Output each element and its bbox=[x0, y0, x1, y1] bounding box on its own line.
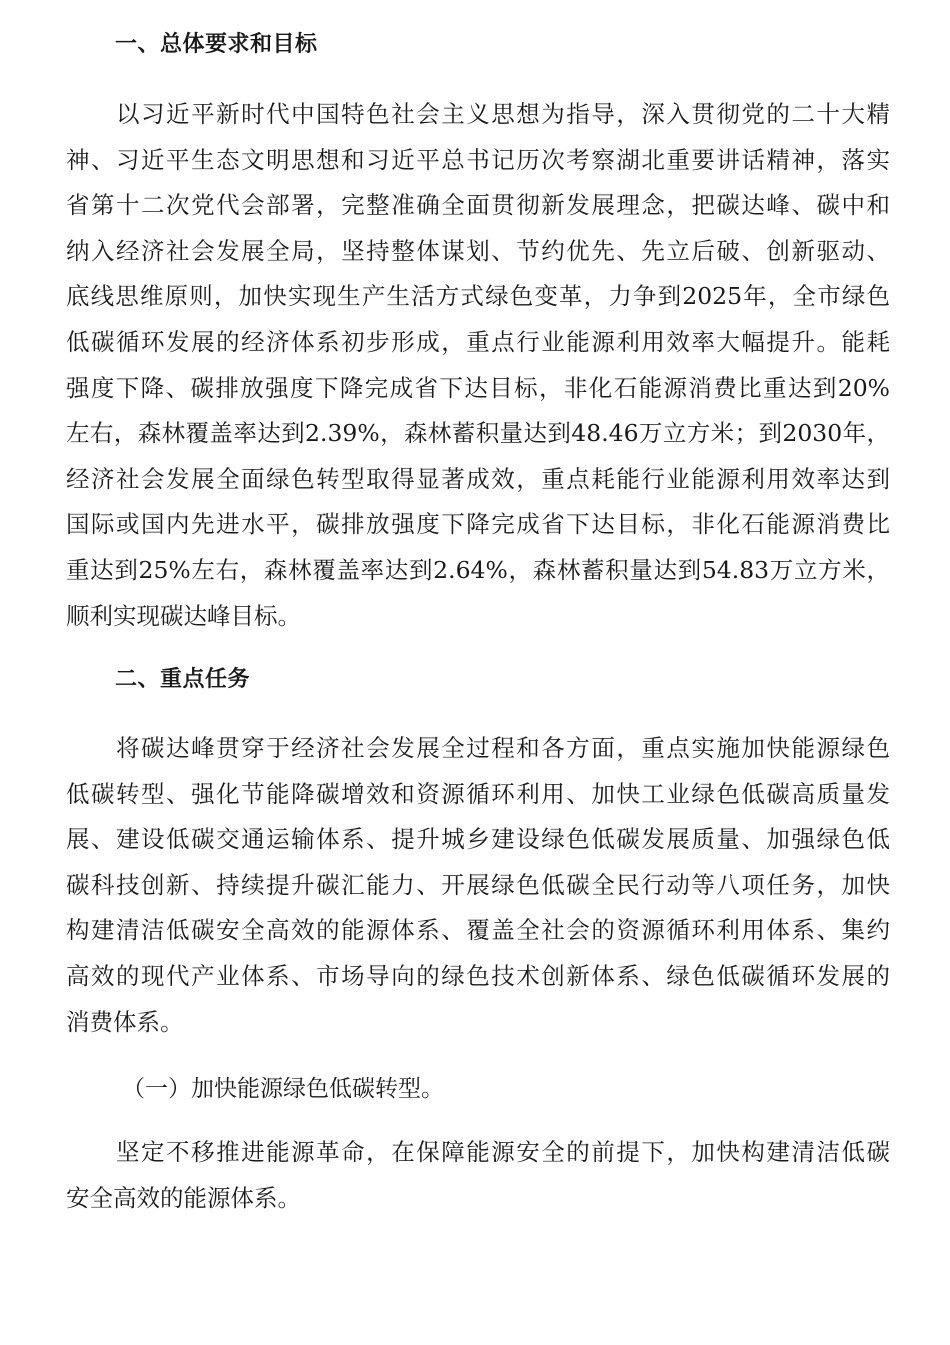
text-line: 神、习近平生态文明思想和习近平总书记历次考察湖北重要讲话精神，落实 bbox=[66, 145, 890, 174]
text-line: 省第十二次党代会部署，完整准确全面贯彻新发展理念，把碳达峰、碳中和 bbox=[66, 191, 890, 220]
paragraph-general-requirements bbox=[66, 92, 890, 639]
paragraph-energy-transition bbox=[66, 1130, 890, 1221]
section-heading-key-tasks: 二、重点任务 bbox=[115, 667, 251, 692]
text-line: 纳入经济社会发展全局，坚持整体谋划、节约优先、先立后破、创新驱动、 bbox=[66, 236, 890, 265]
paragraph-key-tasks bbox=[66, 726, 890, 1045]
text-line: 经济社会发展全面绿色转型取得显著成效，重点耗能行业能源利用效率达到 bbox=[66, 464, 890, 493]
text-line: 展、建设低碳交通运输体系、提升城乡建设绿色低碳发展质量、加强绿色低 bbox=[66, 825, 890, 854]
text-line: 强度下降、碳排放强度下降完成省下达目标，非化石能源消费比重达到20% bbox=[66, 373, 890, 402]
text-line: 顺利实现碳达峰目标。 bbox=[66, 601, 301, 630]
text-line: 低碳转型、强化节能降碳增效和资源循环利用、加快工业绿色低碳高质量发 bbox=[66, 779, 890, 808]
text-line: 碳科技创新、持续提升碳汇能力、开展绿色低碳全民行动等八项任务，加快 bbox=[66, 870, 890, 899]
text-line: 低碳循环发展的经济体系初步形成，重点行业能源利用效率大幅提升。能耗 bbox=[66, 327, 890, 356]
text-line: 消费体系。 bbox=[66, 1007, 184, 1036]
text-line: 构建清洁低碳安全高效的能源体系、覆盖全社会的资源循环利用体系、集约 bbox=[66, 916, 890, 945]
text-line: 左右，森林覆盖率达到2.39%，森林蓄积量达到48.46万立方米；到2030年， bbox=[66, 419, 890, 448]
text-line: 高效的现代产业体系、市场导向的绿色技术创新体系、绿色低碳循环发展的 bbox=[66, 961, 890, 990]
text-line: 国际或国内先进水平，碳排放强度下降完成省下达目标，非化石能源消费比 bbox=[66, 510, 890, 539]
text-line: 以习近平新时代中国特色社会主义思想为指导，深入贯彻党的二十大精 bbox=[66, 100, 890, 128]
text-line: 将碳达峰贯穿于经济社会发展全过程和各方面，重点实施加快能源绿色 bbox=[66, 734, 890, 762]
text-line: 重达到25%左右，森林覆盖率达到2.64%，森林蓄积量达到54.83万立方米， bbox=[66, 555, 890, 584]
text-line: 底线思维原则，加快实现生产生活方式绿色变革，力争到2025年，全市绿色 bbox=[66, 282, 890, 311]
subsection-heading-energy-transition: （一）加快能源绿色低碳转型。 bbox=[122, 1076, 444, 1102]
text-line: 坚定不移推进能源革命，在保障能源安全的前提下，加快构建清洁低碳 bbox=[66, 1138, 890, 1166]
section-heading-general-requirements: 一、总体要求和目标 bbox=[115, 32, 318, 57]
text-line: 安全高效的能源体系。 bbox=[66, 1183, 301, 1212]
